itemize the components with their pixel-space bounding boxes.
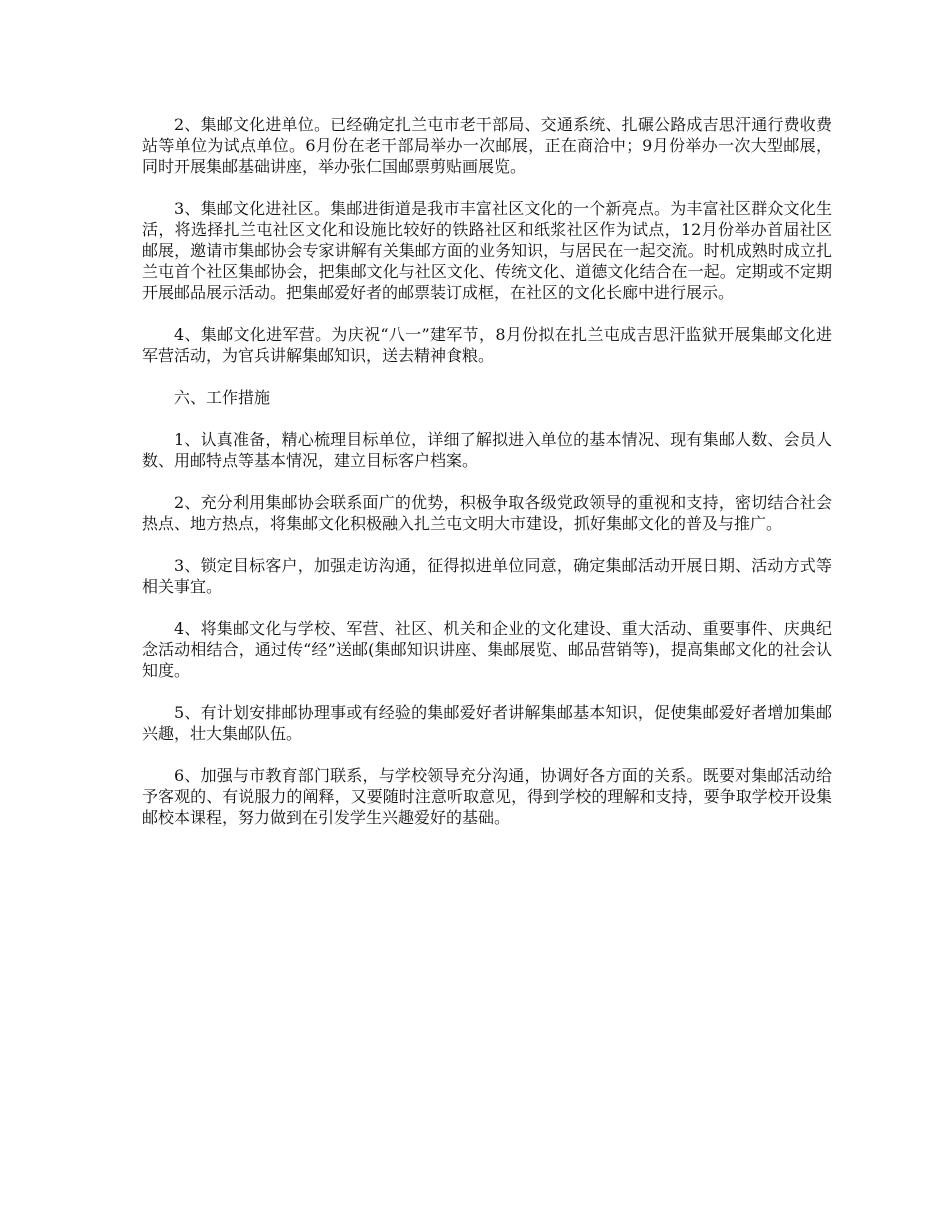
section-heading: 六、工作措施 [174, 388, 271, 407]
paragraph-gap [142, 366, 832, 387]
paragraph-gap [142, 534, 832, 555]
paragraph-gap [142, 177, 832, 198]
measure-item-5: 5、有计划安排邮协理事或有经验的集邮爱好者讲解集邮基本知识，促使集邮爱好者增加集邮兴趣，壮大集邮队伍。 [142, 703, 832, 743]
measure-item-2: 2、充分利用集邮协会联系面广的优势，积极争取各级党政领导的重视和支持，密切结合社会热点、地方热点，将集邮文化积极融入扎兰屯文明大市建设，抓好集邮文化的普及与推广。 [142, 493, 832, 533]
document-body [142, 114, 832, 828]
paragraph-gap [142, 303, 832, 324]
paragraph-community-promotion: 3、集邮文化进社区。集邮进街道是我市丰富社区文化的一个新亮点。为丰富社区群众文化生活，将选择扎兰屯社区文化和设施比较好的铁路社区和纸浆社区作为试点，12月份举办首届社区邮展，邀请市集邮协会专家讲解有关集邮方面的业务知识，与居民在一起交流。时机成熟时成立扎兰屯首个社区集邮协会，把集邮文化与社区文化、传统文化、道德文化结合在一起。定期或不定期开展邮品展示活动。把集邮爱好者的邮票装订成框，在社区的文化长廊中进行展示。 [142, 199, 832, 302]
measure-item-6: 6、加强与市教育部门联系，与学校领导充分沟通，协调好各方面的关系。既要对集邮活动给予客观的、有说服力的阐释，又要随时注意听取意见，得到学校的理解和支持，要争取学校开设集邮校本课程，努力做到在引发学生兴趣爱好的基础。 [142, 766, 832, 827]
measure-item-3: 3、锁定目标客户，加强走访沟通，征得拟进单位同意，确定集邮活动开展日期、活动方式等相关事宜。 [142, 556, 832, 596]
measure-item-4: 4、将集邮文化与学校、军营、社区、机关和企业的文化建设、重大活动、重要事件、庆典纪念活动相结合，通过传“经”送邮(集邮知识讲座、集邮展览、邮品营销等)，提高集邮文化的社会认知度。 [142, 619, 832, 680]
paragraph-gap [142, 471, 832, 492]
paragraph-gap [142, 681, 832, 702]
paragraph-gap [142, 408, 832, 429]
paragraph-gap [142, 744, 832, 765]
paragraph-gap [142, 597, 832, 618]
measure-item-1: 1、认真准备，精心梳理目标单位，详细了解拟进入单位的基本情况、现有集邮人数、会员人数、用邮特点等基本情况，建立目标客户档案。 [142, 430, 832, 470]
paragraph-unit-promotion: 2、集邮文化进单位。已经确定扎兰屯市老干部局、交通系统、扎碾公路成吉思汗通行费收费站等单位为试点单位。6月份在老干部局举办一次邮展，正在商洽中；9月份举办一次大型邮展，同时开展集邮基础讲座，举办张仁国邮票剪贴画展览。 [142, 115, 832, 176]
paragraph-military-promotion: 4、集邮文化进军营。为庆祝“八一”建军节，8月份拟在扎兰屯成吉思汗监狱开展集邮文化进军营活动，为官兵讲解集邮知识，送去精神食粮。 [142, 325, 832, 365]
